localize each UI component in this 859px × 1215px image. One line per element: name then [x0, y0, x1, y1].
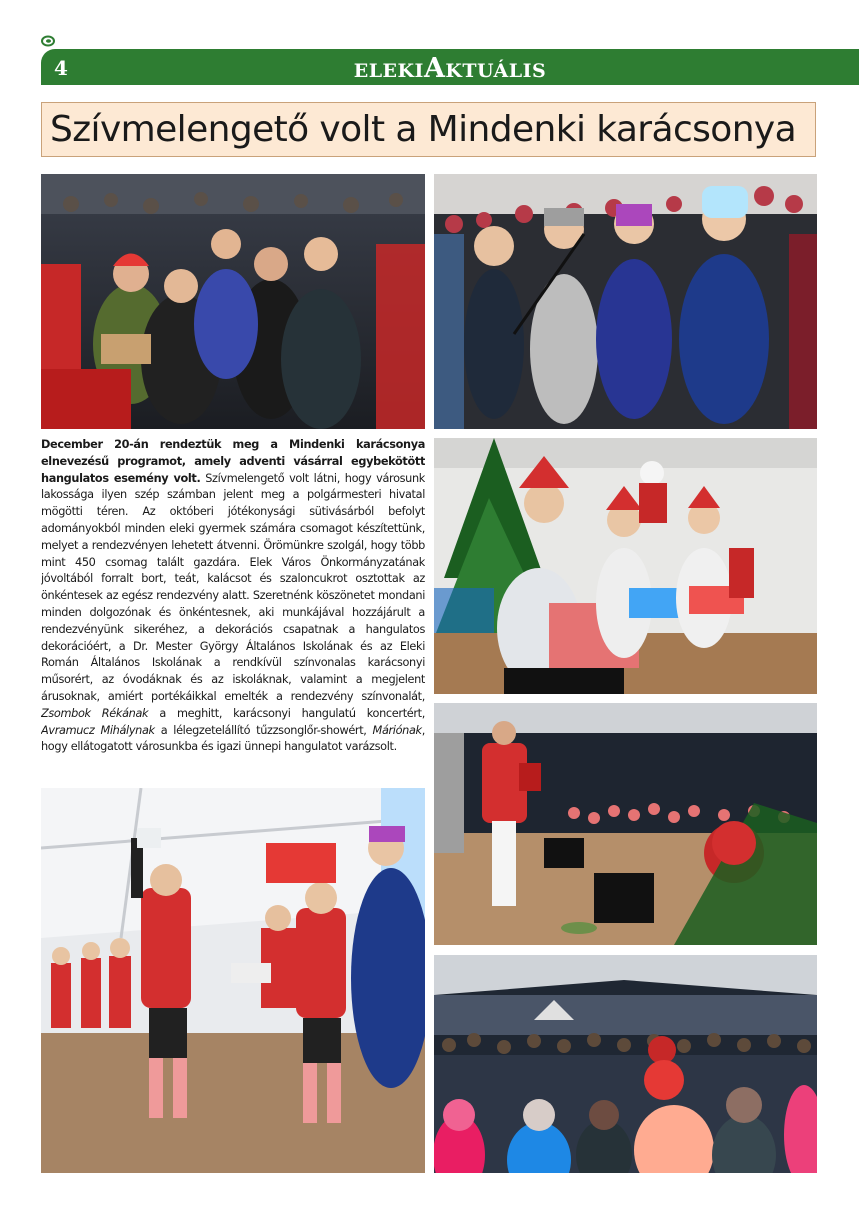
page-number: 4 — [54, 56, 68, 80]
article-lead: December 20-án rendeztük meg a Mindenki karácsonya elnevezésű programot, amely adventi vásárral egybekötött hangulatos esemény volt. — [41, 438, 425, 485]
photo-santa-gifts — [434, 438, 817, 694]
photo-elves-dance — [41, 788, 425, 1173]
photo-children-choir — [434, 174, 817, 429]
photo-singer-stage — [434, 703, 817, 945]
publication-initial: A — [423, 53, 446, 84]
logo-swirl-icon — [41, 35, 55, 47]
article-text-2: a meghitt, karácsonyi hangulatú koncertért, — [148, 706, 425, 720]
publication-name — [300, 51, 600, 85]
publication-prefix: ELEKI — [353, 60, 424, 82]
photo-crowd-tent — [434, 955, 817, 1173]
article-body — [41, 437, 425, 779]
article-name-2: Avramucz Mihálynak — [41, 723, 155, 737]
article-text-4: , hogy ellátogatott városunkba és igazi ünnepi hangulatot varázsolt. — [41, 723, 425, 754]
article-title: Szívmelengető volt a Mindenki karácsonya — [50, 109, 797, 150]
publication-suffix: KTUÁLIS — [445, 60, 547, 82]
article-text-3: a lélegzetelállító tűzzsonglőr-showért, — [154, 723, 373, 737]
article-name-3: Máriónak — [372, 723, 422, 737]
article-text-1: Szívmelengető volt látni, hogy városunk lakossága ilyen szép számban jelent meg a polgármesteri hivatal mögötti téren. Az októberi jótékonysági sütivásárból befolyt adományokból minden eleki gyermek számára csomagot készítettünk, melyet a rendezvényen lehetett átvenni. Örömünkre szolgál, hogy több mint 450 csomag talált gazdára. Elek Város Önkormányzatának jóvoltából forralt bort, teát, kalácsot és szaloncukrot osztottak az önkéntesek az egész rendezvény alatt. Szeretnénk köszönetet mondani minden dolgozónak és önkéntesnek, aki munkájával hozzájárult a rendezvényünk sikeréhez, a dekorációs csapatnak a hangulatos dekorációért, a Dr. Mester György Általános Iskolának és az Eleki Román Általános Iskolának a rendkívül színvonalas karácsonyi műsorért, az óvodáknak és az iskoláknak, valamint a megjelent árusoknak, amiért portékáikkal emelték a rendezvény színvonalát, — [41, 471, 425, 703]
article-title-box — [41, 102, 816, 157]
article-name-1: Zsombok Rékának — [41, 706, 149, 720]
photo-crowd-volunteers — [41, 174, 425, 429]
